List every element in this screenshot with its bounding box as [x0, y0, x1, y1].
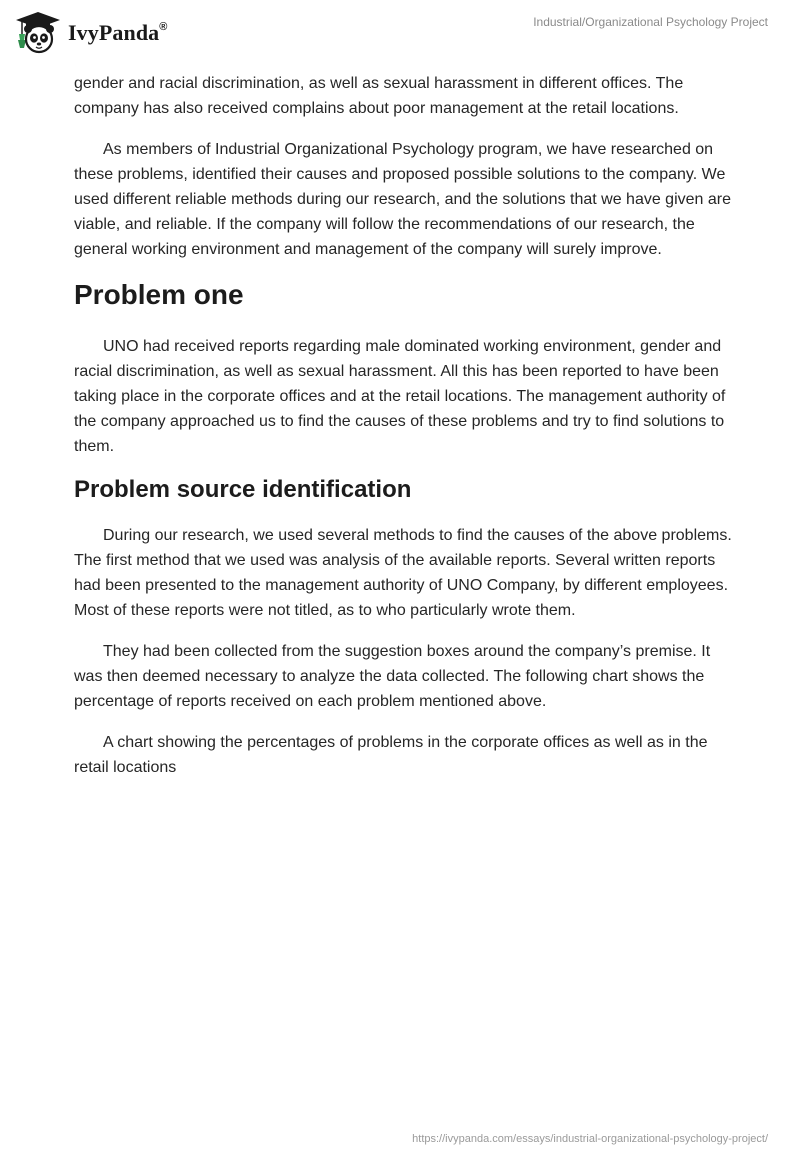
section-heading-problem-source: Problem source identification [74, 476, 412, 503]
ivypanda-logo[interactable] [14, 10, 168, 54]
paragraph: UNO had received reports regarding male dominated working environment, gender and racial discrimination, as well as sexual harassment. All this has been reported to have been taking place in the corporate offices and at the retail locations. The management authority of the company approached us to find the causes of these problems and try to find solutions to them. [74, 338, 726, 455]
chart-caption: A chart showing the percentages of problems in the corporate offices as well as in the retail locations [74, 734, 708, 776]
panda-graduate-icon [14, 10, 62, 54]
paragraph: During our research, we used several methods to find the causes of the above problems. The first method that we used was analysis of the available reports. Several written reports had been presented to the management authority of UNO Company, by different employees. Most of these reports were not titled, as to who particularly wrote them. [74, 527, 732, 619]
section-heading-problem-one: Problem one [74, 279, 244, 310]
paragraph: They had been collected from the suggestion boxes around the company’s premise. It was then deemed necessary to analyze the data collected. The following chart shows the percentage of reports received on each problem mentioned above. [74, 643, 711, 710]
essay-body [74, 71, 734, 796]
page-header [0, 0, 800, 70]
paragraph: gender and racial discrimination, as well as sexual harassment in different offices. The company has also received complains about poor management at the retail locations. [74, 75, 684, 117]
source-url[interactable]: https://ivypanda.com/essays/industrial-organizational-psychology-project/ [412, 1133, 768, 1145]
brand-name: IvyPanda® [68, 20, 168, 45]
document-title: Industrial/Organizational Psychology Project [533, 15, 768, 29]
paragraph: As members of Industrial Organizational Psychology program, we have researched on these problems, identified their causes and proposed possible solutions to the company. We used different reliable methods during our research, and the solutions that we have given are viable, and reliable. If the company will follow the recommendations of our research, the general working environment and management of the company will surely improve. [74, 141, 731, 258]
